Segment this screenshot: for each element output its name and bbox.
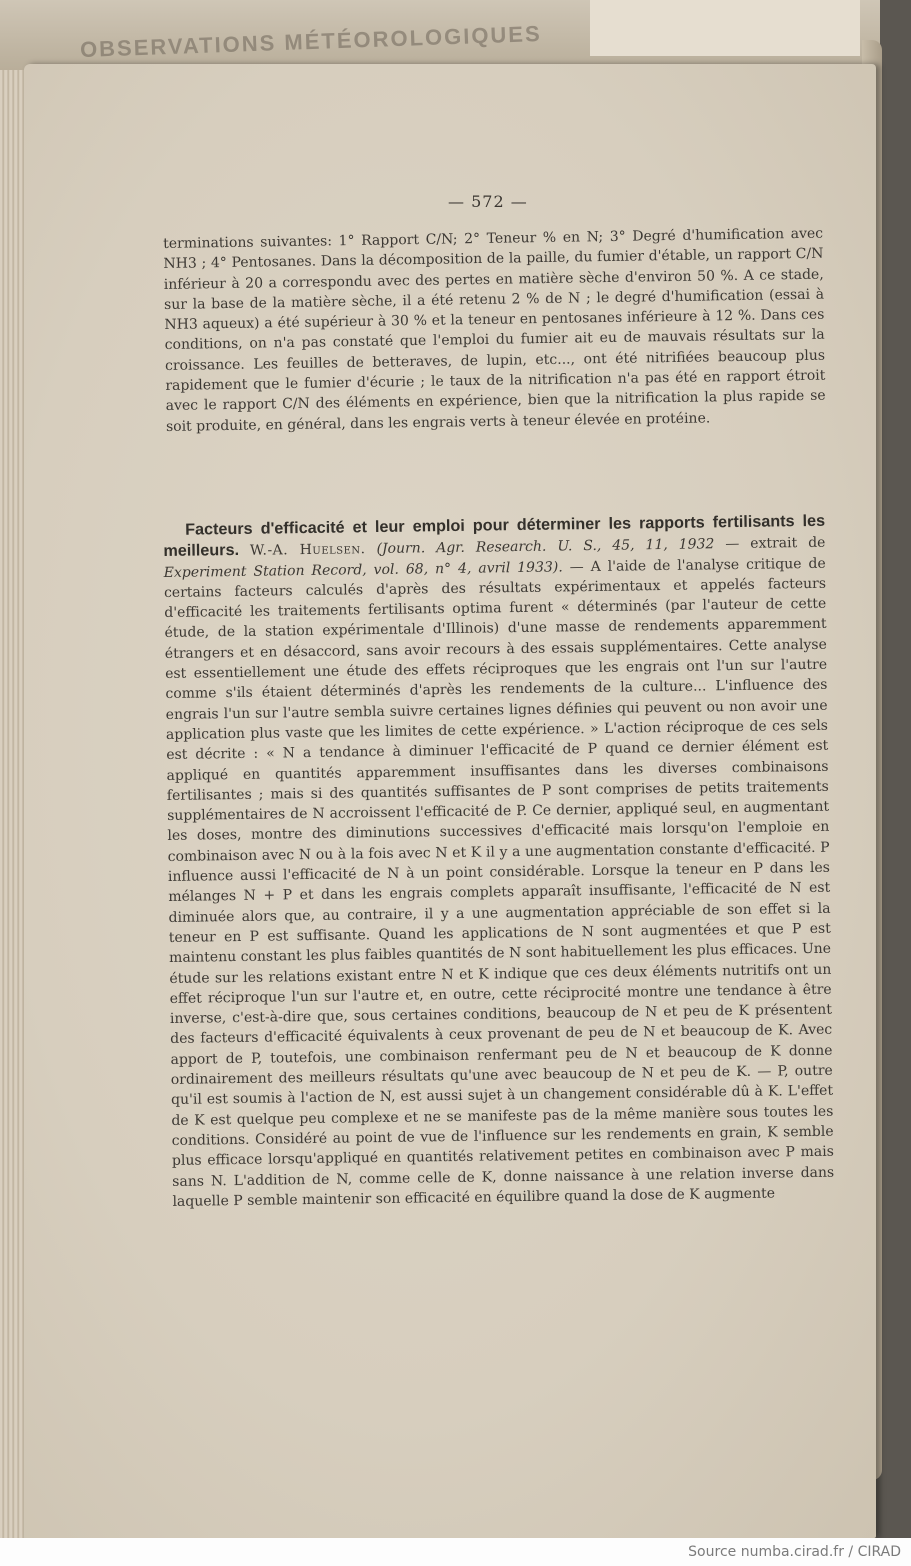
article-title: Facteurs d'efficacité et leur emploi pour déterminer les rapports fertilisants les meilleurs. [163, 511, 826, 561]
article-extract-source: Experiment Station Record, vol. 68, n° 4, avril 1933). [163, 559, 563, 581]
article-author: W.-A. Huelsen. [249, 541, 366, 560]
article-body: — A l'aide de l'analyse critique de certains facteurs calculés d'après des résultats expérimentaux et appelés facteurs d'efficacité les traitements fertilisants optima furent « déterminés (par l'auteur de cette étude, de la station expérimentale d'Illinois) d'une masse de rendements apparemment étrangers et en désaccord, sans avoir recours à des essais supplémentaires. Cette analyse est essentiellement une étude des effets réciproques que les engrais ont l'un sur l'autre comme s'ils étaient déterminés d'après les rendements de la culture... L'influence des engrais l'un sur l'autre sembla suivre certaines lignes définies qui peuvent ou non avoir une application plus vaste que les limites de cette expérience. » L'action réciproque de ces sels est décrite : « N a tendance à diminuer l'efficacité de P quand ce dernier élément est appliqué en quantités apparemment insuffisantes dans les diverses combinaisons fertilisantes ; mais si des quantités suffisantes de P sont comprises de petits traitements supplémentaires de N accroissent l'efficacité de P. Ce dernier, appliqué seul, en augmentant les doses, montre des diminutions successives d'efficacité mais lorsqu'on l'emploie en combinaison avec N ou à la fois avec N et K il y a une augmentation constante d'efficacité. P influence aussi l'efficacité de N à un point considérable. Lorsque la teneur en P dans les mélanges N + P et dans les engrais complets apparaît insuffisante, l'efficacité de N est diminuée alors que, au contraire, il y a une augmentation appréciable de son effet si la teneur en P est suffisante. Quand les applications de N sont augmentées et que P est maintenu constant les plus faibles quantités de N sont habituellement les plus efficaces. Une étude sur les relations existant entre N et K indique que ces deux éléments nutritifs ont un effet réciproque l'un sur l'autre et, en outre, cette réciprocité montre une tendance à être inverse, c'est-à-dire que, sous certaines conditions, beaucoup de N et peu de K présentent des facteurs d'efficacité équivalents à ceux provenant de peu de N et beaucoup de K. Avec apport de P, toutefois, une combinaison renfermant peu de N et beaucoup de K donne ordinairement des meilleurs résultats qu'une avec beaucoup de N et peu de K. — P, outre qu'il est soumis à l'action de N, est aussi sujet à un changement considérable dû à K. L'effet de K est quelque peu complexe et ne se manifeste pas de la même manière sous toutes les conditions. Considéré au point de vue de l'influence sur les rendements en grain, K semble plus efficace lorsqu'appliqué en quantités relativement petites en combinaison avec P mais sans N. L'addition de N, comme celle de K, donne naissance à une relation inverse dans laquelle P semble maintenir son efficacité en équilibre quand la dose de K augmente [163, 555, 835, 1210]
article-paragraph [163, 511, 835, 1212]
article-citation: (Journ. Agr. Research. U. S., 45, 11, 1932 [376, 536, 715, 558]
source-credit: Source numba.cirad.fr / CIRAD [688, 1544, 901, 1560]
continued-paragraph [163, 224, 826, 437]
article-extract-prefix: — extrait de [725, 535, 826, 553]
page-number: — 572 — [448, 192, 528, 211]
article-block [163, 511, 835, 1212]
paragraph-text: terminations suivantes: 1° Rapport C/N; 2° Teneur % en N; 3° Degré d'humification avec NH3 ; 4° Pentosanes. Dans la décomposition de la paille, du fumier d'étable, un rapport C/N inférieur à 20 a correspondu avec des pertes en matière sèche d'environ 50 %. A ce stade, sur la base de la matière sèche, il a été retenu 2 % de N ; le degré d'humification (essai à NH3 aqueux) a été supérieur à 30 % et la teneur en pentosanes inférieure à 12 %. Dans ces conditions, on n'a pas constaté que l'emploi du fumier ait eu de mauvais résultats sur la croissance. Les feuilles de betteraves, de lupin, etc..., ont été nitrifiées beaucoup plus rapidement que le fumier d'écurie ; le taux de la nitrification n'a pas été en rapport étroit avec le rapport C/N des éléments en expérience, bien que la nitrification la plus rapide se soit produite, en général, dans les engrais verts à teneur élevée en protéine. [163, 225, 826, 435]
top-page-strip [590, 0, 860, 58]
running-head: OBSERVATIONS MÉTÉOROLOGIQUES [79, 20, 543, 63]
